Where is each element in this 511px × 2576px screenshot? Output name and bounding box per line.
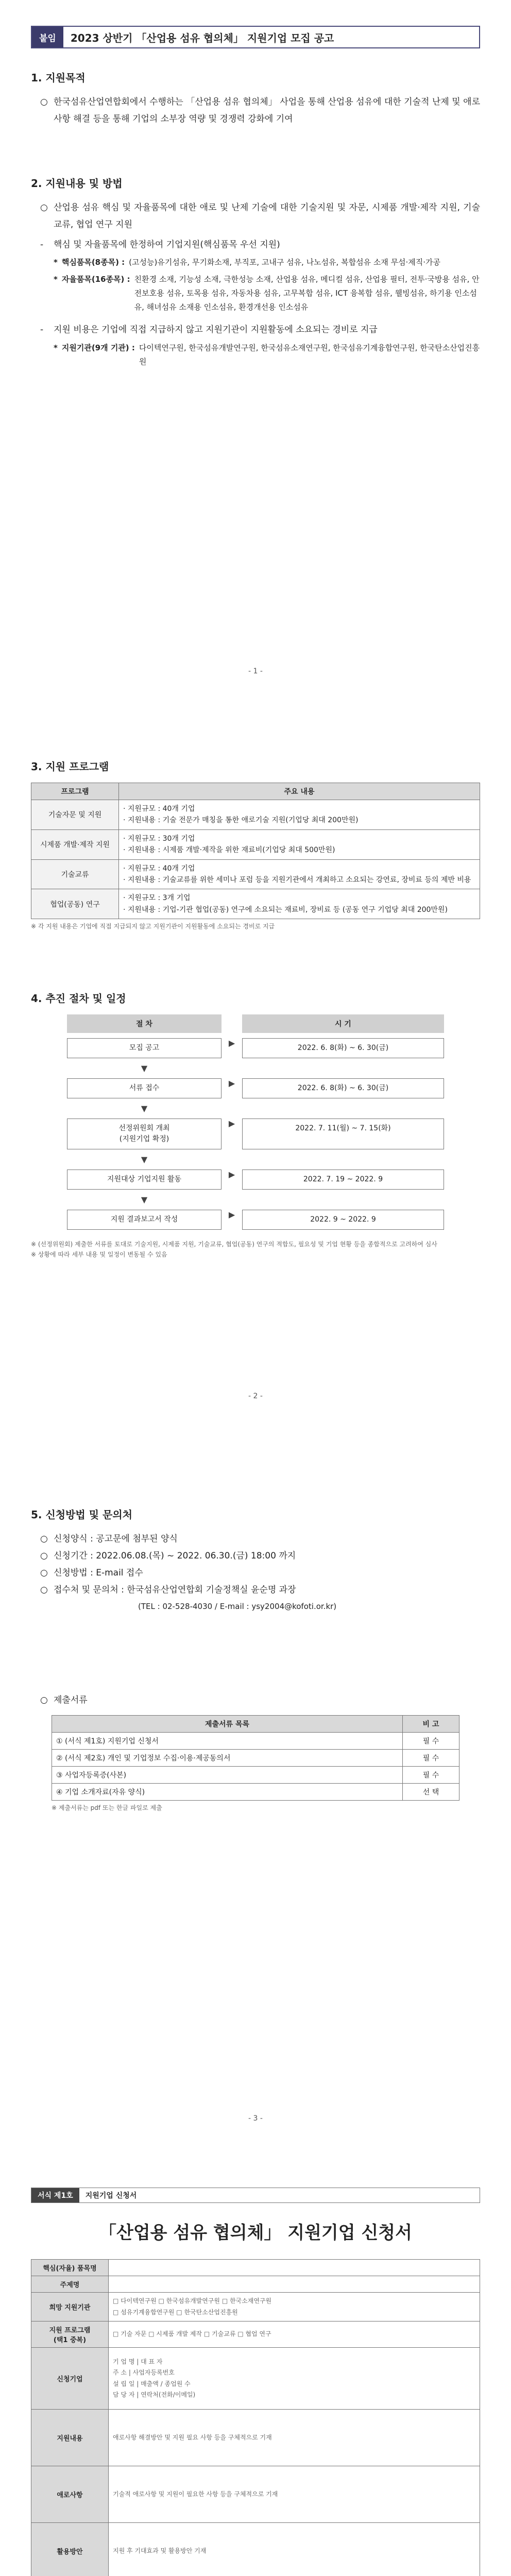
form-label: 희망 지원기관 <box>31 2293 109 2321</box>
form-row <box>31 2466 480 2523</box>
down-arrow-icon: ▼ <box>141 1104 148 1113</box>
program-detail: · 지원규모 : 40개 기업 · 지원내용 : 기술 전문가 매칭을 통한 애로기술 지원(기업당 최대 200만원) <box>119 800 480 830</box>
spacer <box>242 1104 444 1113</box>
list-item: ○ 신청양식 : 공고문에 첨부된 양식 <box>40 1534 178 1544</box>
table-row <box>52 1767 459 1784</box>
program-name: 협업(공동) 연구 <box>31 889 119 919</box>
form-label: 지원내용 <box>31 2410 109 2466</box>
form-label: 신청기업 <box>31 2348 109 2410</box>
form-tag-title: 지원기업 신청서 <box>85 2192 137 2200</box>
program-name: 기술자문 및 지원 <box>31 800 119 830</box>
table-header: 비 고 <box>403 1716 459 1733</box>
down-arrow-icon: ▼ <box>141 1155 148 1164</box>
document-required: 선 택 <box>403 1784 459 1801</box>
spacer <box>242 1063 444 1073</box>
form-label: 핵심(자율) 품목명 <box>31 2260 109 2276</box>
form-field[interactable]: 기 업 명 | 대 표 자 주 소 | 사업자등록번호 설 립 일 | 매출액 / 종업원 수 담 당 자 | 연락처(전화/이메일) <box>109 2348 480 2410</box>
form-field[interactable]: □ 다이텍연구원 □ 한국섬유개발연구원 □ 한국소재연구원 □ 섬유기계융합연구원 □ 한국탄소산업진흥원 <box>109 2293 480 2321</box>
section-heading: 4. 추진 절차 및 일정 <box>31 992 126 1005</box>
flow-note: ※ (선정위원회) 제출한 서류를 토대로 기술지원, 시제품 지원, 기술교류, 협업(공동) 연구의 적합도, 필요성 및 기업 현황 등을 종합적으로 고려하여 심사 <box>31 1241 437 1248</box>
form-row <box>31 2260 480 2276</box>
page-number: - 3 - <box>248 2114 263 2123</box>
attachment-tag: 붙임 <box>32 27 63 47</box>
form-row <box>31 2293 480 2321</box>
form-tag-bar <box>31 2188 480 2203</box>
flow-note: ※ 상황에 따라 세부 내용 및 일정이 변동될 수 있음 <box>31 1251 167 1259</box>
flow-header: 시 기 <box>242 1014 444 1033</box>
autonomous-items: * 자율품목(16종목) : 친환경 소재, 기능성 소재, 극한성능 소재, 산업용 섬유, 메디컬 섬유, 산업용 필터, 전투·국방용 섬유, 안전보호용 섬유, 토목용 섬유, 자동차용 섬유, 고무복합 섬유, ICT 융복합 섬유, 웰빙섬유, 하기용 인소섬유, 해녀섬유 소재용 인소섬유, 환경개선용 인소섬유 <box>54 275 480 312</box>
documents-table <box>52 1715 459 1801</box>
page-number: - 1 - <box>248 667 263 675</box>
table-row <box>31 829 480 859</box>
form-field[interactable]: 지원 후 기대효과 및 활용방안 기재 <box>109 2523 480 2576</box>
bullet-icon: - <box>40 325 44 335</box>
spacer <box>222 1155 242 1164</box>
program-detail: · 지원규모 : 30개 기업 · 지원내용 : 시제품 개발·제작을 위한 재료비(기업당 최대 500만원) <box>119 829 480 859</box>
section-heading: 1. 지원목적 <box>31 72 86 84</box>
list-item: - 핵심 및 자율품목에 한정하여 기업지원(핵심품목 우선 지원) <box>31 236 480 253</box>
table-note: ※ 각 지원 내용은 기업에 직접 지급되지 않고 지원기관이 지원활동에 소요되는 경비로 지급 <box>31 923 275 930</box>
form-row <box>31 2321 480 2348</box>
flow-header: 절 차 <box>67 1014 222 1033</box>
document-required: 필 수 <box>403 1767 459 1784</box>
flow-date: 2022. 6. 8(화) ~ 6. 30(금) <box>242 1038 444 1058</box>
announcement-title <box>31 26 480 48</box>
form-label: 활용방안 <box>31 2523 109 2576</box>
flow-date: 2022. 7. 19 ~ 2022. 9 <box>242 1170 444 1190</box>
form-field[interactable] <box>109 2276 480 2293</box>
down-arrow-icon: ▼ <box>141 1195 148 1205</box>
form-row <box>31 2523 480 2576</box>
section-documents <box>31 1692 480 1814</box>
spacer <box>242 1195 444 1205</box>
program-detail: · 지원규모 : 40개 기업 · 지원내용 : 기술교류를 위한 세미나 포럼 등을 지원기관에서 개최하고 소요되는 강연료, 장비료 등의 제반 비용 <box>119 859 480 889</box>
page-number: - 2 - <box>248 1392 263 1400</box>
spacer <box>222 1063 242 1073</box>
form-field[interactable] <box>109 2260 480 2276</box>
form-row <box>31 2348 480 2410</box>
section-program <box>31 758 480 932</box>
list-item: ○ 신청기간 : 2022.06.08.(목) ~ 2022. 06.30.(금) 18:00 까지 <box>40 1551 296 1562</box>
list-item: - 지원 비용은 기업에 직접 지급하지 않고 지원기관이 지원활동에 소요되는 경비로 지급 <box>31 321 480 338</box>
table-header: 주요 내용 <box>119 783 480 800</box>
table-row <box>31 889 480 919</box>
arrow-icon: ▶ <box>228 1118 235 1128</box>
document-name: ④ 기업 소개자료(자유 양식) <box>52 1784 403 1801</box>
flow-step: 지원 결과보고서 작성 <box>67 1210 222 1230</box>
bullet-icon: ○ <box>40 97 48 107</box>
document-required: 필 수 <box>403 1733 459 1750</box>
section-apply <box>31 1506 480 1614</box>
page-3 <box>0 1445 511 2167</box>
document-name: ③ 사업자등록증(사본) <box>52 1767 403 1784</box>
arrow-icon: ▶ <box>228 1078 235 1088</box>
form-title: 「산업용 섬유 협의체」 지원기업 신청서 <box>98 2223 412 2243</box>
document-name: ② (서식 제2호) 개인 및 기업정보 수집·이용·제공동의서 <box>52 1750 403 1767</box>
list-item: ○ 접수처 및 문의처 : 한국섬유산업연합회 기술정책실 윤순명 과장 <box>40 1585 296 1596</box>
document-required: 필 수 <box>403 1750 459 1767</box>
table-row <box>52 1750 459 1767</box>
flow-step: 선정위원회 개최 (지원기업 확정) <box>67 1118 222 1149</box>
section-heading: 5. 신청방법 및 문의처 <box>31 1509 132 1521</box>
form-label: 지원 프로그램 (택1 중복) <box>31 2321 109 2348</box>
spacer <box>222 1104 242 1113</box>
program-name: 기술교류 <box>31 859 119 889</box>
schedule-flow <box>31 1014 480 1230</box>
section-heading: 2. 지원내용 및 방법 <box>31 177 123 190</box>
spacer <box>242 1155 444 1164</box>
form-label: 주제명 <box>31 2276 109 2293</box>
support-orgs: * 지원기관(9개 기관) : 다이텍연구원, 한국섬유개발연구원, 한국섬유소재연구원, 한국섬유기계융합연구원, 한국탄소산업진흥원 <box>54 343 480 366</box>
program-table <box>31 783 480 919</box>
table-row <box>52 1784 459 1801</box>
form-row <box>31 2276 480 2293</box>
program-name: 시제품 개발·제작 지원 <box>31 829 119 859</box>
documents-note: ※ 제출서류는 pdf 또는 한글 파일로 제출 <box>52 1804 162 1812</box>
page-4 <box>0 2167 511 2576</box>
flow-step: 서류 접수 <box>67 1078 222 1098</box>
form-label: 애로사항 <box>31 2466 109 2523</box>
form-field[interactable]: □ 기술 자문 □ 시제품 개발 제작 □ 기술교류 □ 협업 연구 <box>109 2321 480 2348</box>
form-field[interactable]: 기술적 애로사항 및 지원이 필요한 사항 등을 구체적으로 기재 <box>109 2466 480 2523</box>
down-arrow-icon: ▼ <box>141 1063 148 1073</box>
arrow-icon: ▶ <box>228 1038 235 1048</box>
bullet-icon: - <box>40 240 44 250</box>
table-row <box>52 1733 459 1750</box>
list-item: ○ 신청방법 : E-mail 접수 <box>40 1568 143 1579</box>
program-detail: · 지원규모 : 3개 기업 · 지원내용 : 기업-기관 협업(공동) 연구에 소요되는 재료비, 장비료 등 (공동 연구 기업당 최대 200만원) <box>119 889 480 919</box>
table-row <box>31 800 480 830</box>
spacer <box>222 1195 242 1205</box>
list-item: ○ 한국섬유산업연합회에서 수행하는 「산업용 섬유 협의체」 사업을 통해 산업용 섬유에 대한 기술적 난제 및 애로사항 해결 등을 통해 기업의 소부장 역량 및 경쟁력 강화에 기여 <box>31 94 480 128</box>
arrow-icon: ▶ <box>228 1170 235 1179</box>
section-schedule <box>31 990 480 1260</box>
flow-step: 지원대상 기업지원 활동 <box>67 1170 222 1190</box>
list-item: ○ 산업용 섬유 핵심 및 자율품목에 대한 애로 및 난제 기술에 대한 기술지원 및 자문, 시제품 개발·제작 지원, 기술교류, 협업 연구 지원 <box>31 199 480 233</box>
form-field[interactable]: 애로사항 해결방안 및 지원 필요 사항 등을 구체적으로 기재 <box>109 2410 480 2466</box>
section-heading: 3. 지원 프로그램 <box>31 760 109 773</box>
page-2 <box>0 722 511 1445</box>
document-name: ① (서식 제1호) 지원기업 신청서 <box>52 1733 403 1750</box>
core-items: * 핵심품목(8종목) : (고성능)유기섬유, 무기화소재, 부직포, 고내구 섬유, 나노섬유, 복합섬유 소재 무섬·제직·가공 <box>54 258 441 267</box>
section-purpose <box>31 70 480 128</box>
application-form-table <box>31 2259 480 2576</box>
announcement-title-text: 2023 상반기 「산업용 섬유 협의체」 지원기업 모집 공고 <box>70 31 334 44</box>
table-row <box>31 859 480 889</box>
table-header: 프로그램 <box>31 783 119 800</box>
bullet-icon: ○ <box>40 202 48 213</box>
table-header: 제출서류 목록 <box>52 1716 403 1733</box>
flow-date: 2022. 6. 8(화) ~ 6. 30(금) <box>242 1078 444 1098</box>
form-row <box>31 2410 480 2466</box>
flow-step: 모집 공고 <box>67 1038 222 1058</box>
page-1 <box>0 0 511 722</box>
flow-date: 2022. 7. 11(월) ~ 7. 15(화) <box>242 1118 444 1149</box>
arrow-icon: ▶ <box>228 1210 235 1219</box>
flow-date: 2022. 9 ~ 2022. 9 <box>242 1210 444 1230</box>
section-support <box>31 175 480 369</box>
form-tag: 서식 제1호 <box>31 2188 79 2202</box>
contact-line: (TEL : 02-528-4030 / E-mail : ysy2004@kofoti.or.kr) <box>138 1601 337 1611</box>
list-item: ○ 제출서류 <box>40 1695 88 1705</box>
